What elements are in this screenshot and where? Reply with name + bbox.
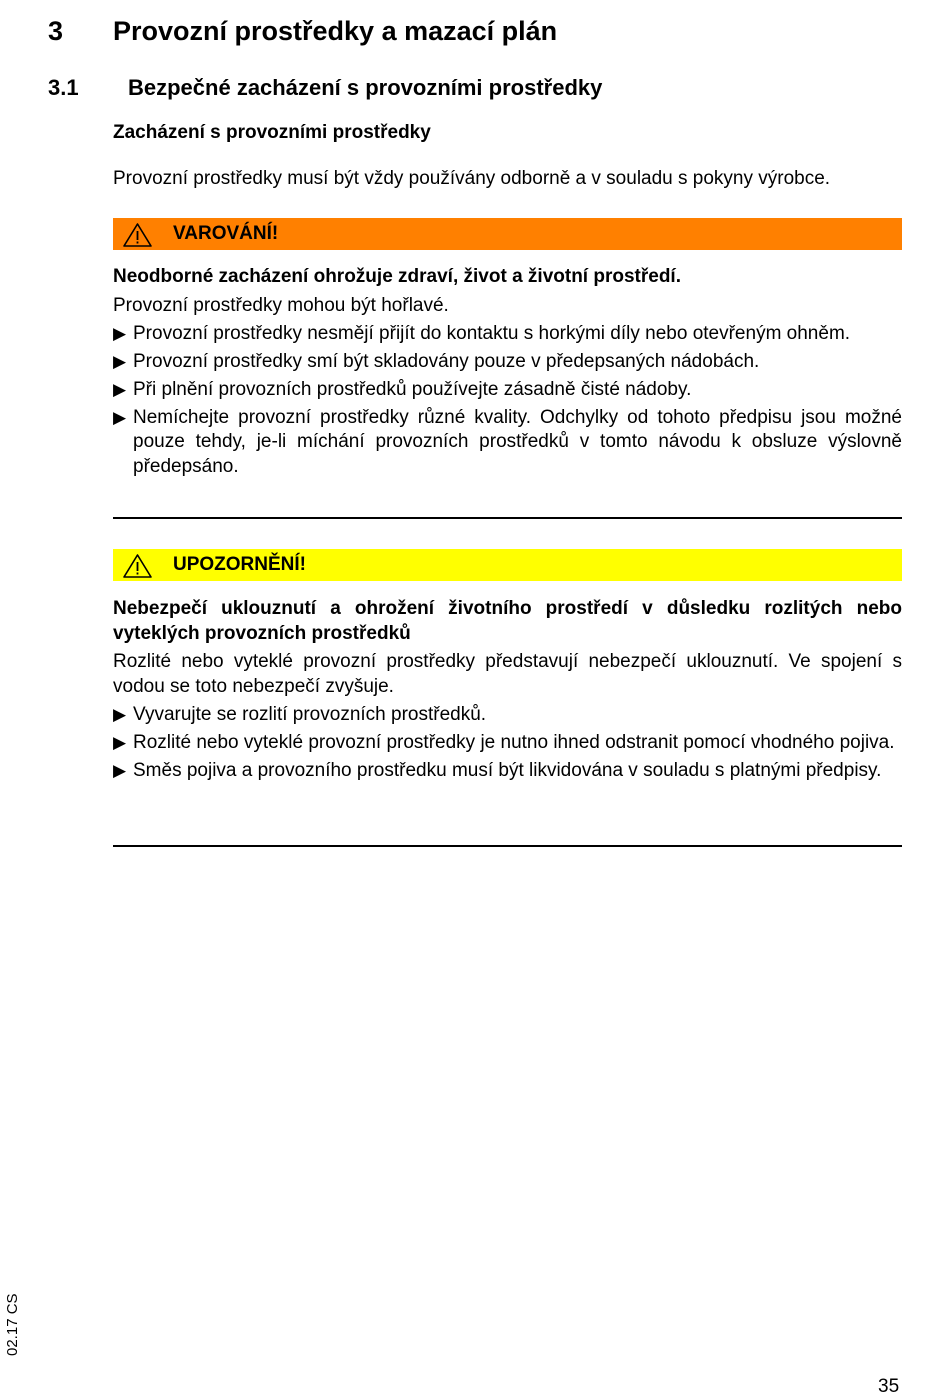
document-code: 02.17 CS [4, 1293, 21, 1356]
subheading: Zacházení s provozními prostředky [113, 122, 431, 143]
divider [113, 517, 902, 519]
bullet-arrow-icon: ▶ [113, 732, 127, 752]
notice-headline: Nebezpečí uklouznutí a ohrožení životního prostředí v důsledku rozlitých nebo vyteklých provozních prostředků [113, 598, 902, 644]
list-item: ▶ Při plnění provozních prostředků používejte zásadně čisté nádoby. [113, 378, 902, 403]
bullet-arrow-icon: ▶ [113, 407, 127, 427]
bullet-arrow-icon: ▶ [113, 379, 127, 399]
notice-banner [113, 549, 902, 581]
warning-banner [113, 218, 902, 250]
bullet-arrow-icon: ▶ [113, 704, 127, 724]
list-item: ▶ Provozní prostředky smí být skladovány pouze v předepsaných nádobách. [113, 350, 902, 375]
bullet-arrow-icon: ▶ [113, 351, 127, 371]
warning-label: VAROVÁNÍ! [173, 223, 279, 244]
list-item: ▶ Nemíchejte provozní prostředky různé kvality. Odchylky od tohoto předpisu jsou možné pouze tehdy, je-li míchání provozních prostředků v tomto návodu k obsluze výslovně předepsáno. [113, 406, 902, 477]
list-item: ▶ Rozlité nebo vyteklé provozní prostředky je nutno ihned odstranit pomocí vhodného pojiva. [113, 731, 902, 756]
list-item: ▶ Vyvarujte se rozlití provozních prostředků. [113, 703, 902, 728]
divider [113, 845, 902, 847]
page-number: 35 [878, 1376, 900, 1397]
notice-block [113, 597, 902, 783]
bullet-arrow-icon: ▶ [113, 323, 127, 343]
notice-bullet-list [113, 703, 902, 784]
list-item: ▶ Provozní prostředky nesmějí přijít do kontaktu s horkými díly nebo otevřeným ohněm. [113, 322, 902, 347]
warning-bullet-list [113, 322, 902, 480]
warning-text: Provozní prostředky mohou být hořlavé. [113, 294, 449, 316]
chapter-title: Provozní prostředky a mazací plán [113, 16, 558, 46]
intro-paragraph: Provozní prostředky musí být vždy používány odborně a v souladu s pokyny výrobce. [113, 168, 831, 189]
notice-text: Rozlité nebo vyteklé provozní prostředky představují nebezpečí uklouznutí. Ve spojení s vodou se toto nebezpečí zvyšuje. [113, 651, 902, 697]
notice-label: UPOZORNĚNÍ! [173, 554, 306, 575]
warning-triangle-icon [122, 222, 153, 248]
warning-block [113, 265, 902, 479]
chapter-number: 3 [48, 16, 64, 46]
section-title: Bezpečné zacházení s provozními prostředky [128, 75, 603, 100]
warning-headline: Neodborné zacházení ohrožuje zdraví, život a životní prostředí. [113, 266, 681, 287]
section-number: 3.1 [48, 75, 79, 100]
list-item: ▶ Směs pojiva a provozního prostředku musí být likvidována v souladu s platnými předpisy. [113, 759, 902, 784]
bullet-arrow-icon: ▶ [113, 760, 127, 780]
warning-triangle-icon [122, 553, 153, 579]
